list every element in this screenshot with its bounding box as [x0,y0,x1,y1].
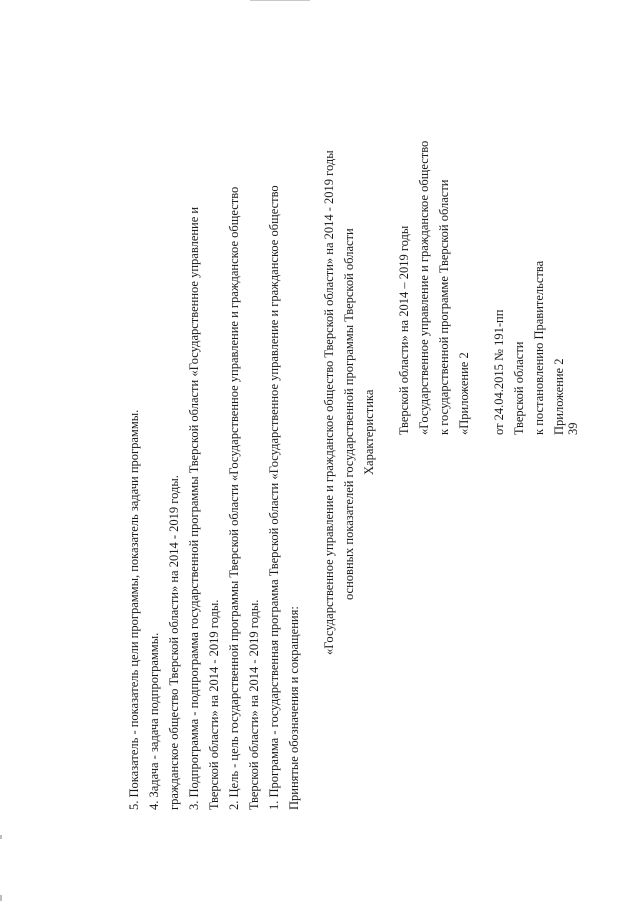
legend-item: 2. Цель - цель государственной программы Тверской области «Государственное управление и гражданское общество [227,186,241,810]
approval-line: Тверской области [512,341,526,435]
prior-appendix-line: Тверской области» на 2014 – 2019 годы [397,225,411,435]
legend-item: 5. Показатель - показатель цели программы, показатель задачи программы. [127,409,141,810]
approval-line: от 24.04.2015 № 191-пп [492,309,506,435]
approval-line: Приложение 2 [552,358,566,435]
legend-item: 4. Задача - задача подпрограммы. [147,632,161,810]
legend-heading: Принятые обозначения и сокращения: [287,606,301,810]
legend-item: Тверской области» на 2014 - 2019 годы. [247,599,261,810]
legend-item: 1. Программа - государственная программа Тверской области «Государственное управление и гражданское общество [267,185,281,810]
page-number: 39 [566,422,580,435]
legend-item: гражданское общество Тверской области» на 2014 - 2019 годы. [167,475,181,810]
document-title: Характеристика [362,389,376,475]
prior-appendix-line: «Государственное управление и гражданское общество [417,140,431,435]
prior-appendix-line: к государственной программе Тверской области [437,179,451,435]
document-subtitle: основных показателей государственной программы Тверской области [342,228,356,600]
document-subtitle: «Государственное управление и гражданское общество Тверской области» на 2014 - 2019 годы [322,150,336,655]
legend-item: 3. Подпрограмма - подпрограмма государственной программы Тверской области «Государственное управление и [187,206,201,810]
legend-item: Тверской области» на 2014 - 2019 годы. [207,599,221,810]
approval-line: к постановлению Правительства [532,260,546,435]
prior-appendix-line: «Приложение 2 [457,352,471,435]
